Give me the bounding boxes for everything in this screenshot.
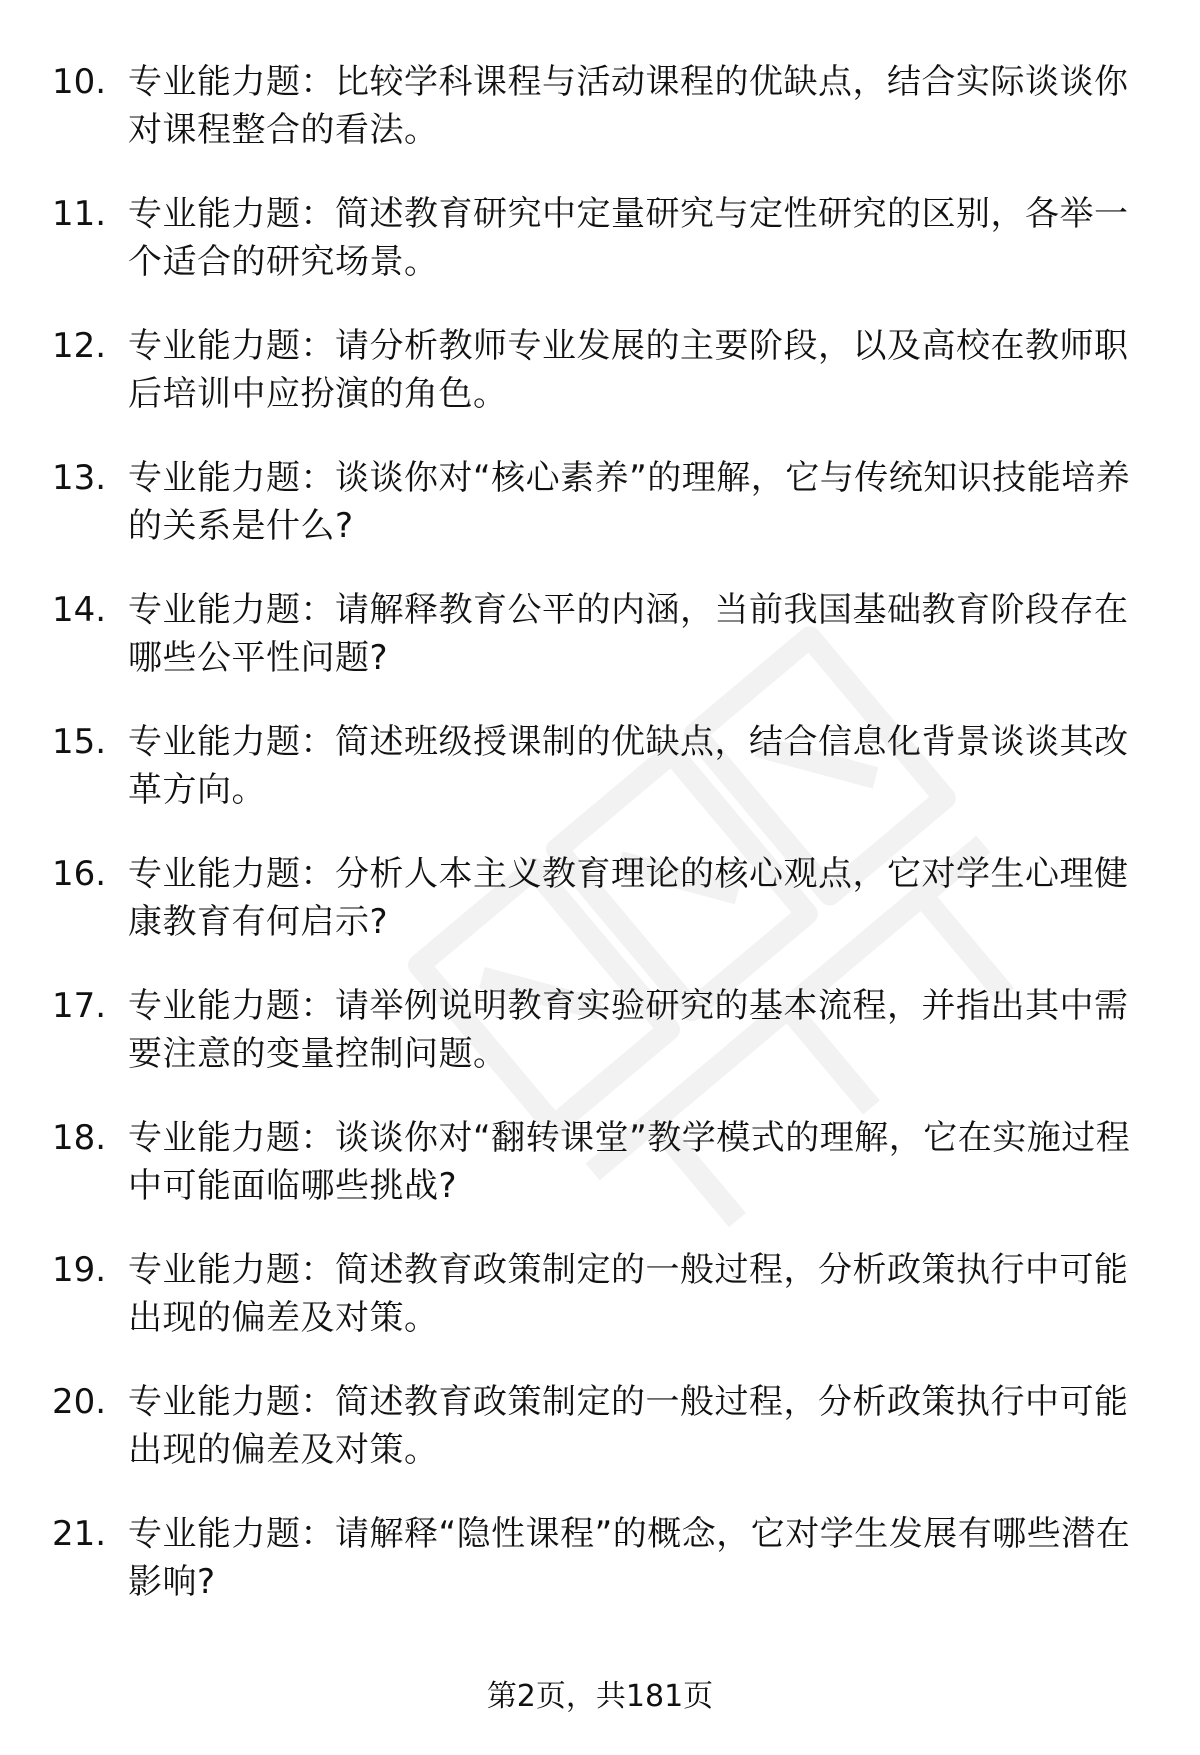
list-item: [52, 58, 1142, 190]
question-number: 18.: [52, 1118, 107, 1158]
question-text: 专业能力题：请举例说明教育实验研究的基本流程，并指出其中需要注意的变量控制问题。: [128, 986, 1129, 1074]
question-number: 10.: [52, 62, 107, 102]
question-text: 专业能力题：分析人本主义教育理论的核心观点，它对学生心理健康教育有何启示?: [128, 854, 1129, 942]
list-item: [52, 850, 1142, 982]
list-item: [52, 1114, 1142, 1246]
question-number: 20.: [52, 1382, 107, 1422]
list-item: [52, 1510, 1142, 1642]
list-item: [52, 718, 1142, 850]
question-number: 14.: [52, 590, 107, 630]
question-number: 21.: [52, 1514, 107, 1554]
question-number: 15.: [52, 722, 107, 762]
page-footer: [0, 1677, 1200, 1717]
question-number: 12.: [52, 326, 107, 366]
question-number: 17.: [52, 986, 107, 1026]
question-text: 专业能力题：请解释教育公平的内涵，当前我国基础教育阶段存在哪些公平性问题?: [128, 590, 1129, 678]
list-item: [52, 1378, 1142, 1510]
question-text: 专业能力题：谈谈你对“核心素养”的理解，它与传统知识技能培养的关系是什么?: [128, 458, 1131, 546]
question-text: 专业能力题：比较学科课程与活动课程的优缺点，结合实际谈谈你对课程整合的看法。: [128, 62, 1129, 150]
question-number: 13.: [52, 458, 107, 498]
question-text: 专业能力题：简述教育政策制定的一般过程，分析政策执行中可能出现的偏差及对策。: [128, 1382, 1129, 1470]
question-text: 专业能力题：请分析教师专业发展的主要阶段，以及高校在教师职后培训中应扮演的角色。: [128, 326, 1129, 414]
list-item: [52, 454, 1142, 586]
question-text: 专业能力题：简述教育政策制定的一般过程，分析政策执行中可能出现的偏差及对策。: [128, 1250, 1129, 1338]
list-item: [52, 982, 1142, 1114]
list-item: [52, 190, 1142, 322]
question-list: [52, 58, 1142, 1642]
question-number: 19.: [52, 1250, 107, 1290]
list-item: [52, 586, 1142, 718]
question-number: 16.: [52, 854, 107, 894]
question-text: 专业能力题：谈谈你对“翻转课堂”教学模式的理解，它在实施过程中可能面临哪些挑战?: [128, 1118, 1131, 1206]
question-number: 11.: [52, 194, 107, 234]
list-item: [52, 322, 1142, 454]
list-item: [52, 1246, 1142, 1378]
question-text: 专业能力题：简述班级授课制的优缺点，结合信息化背景谈谈其改革方向。: [128, 722, 1129, 810]
page-number-label: 第2页，共181页: [486, 1679, 714, 1714]
question-text: 专业能力题：请解释“隐性课程”的概念，它对学生发展有哪些潜在影响?: [128, 1514, 1131, 1602]
question-text: 专业能力题：简述教育研究中定量研究与定性研究的区别，各举一个适合的研究场景。: [128, 194, 1129, 282]
